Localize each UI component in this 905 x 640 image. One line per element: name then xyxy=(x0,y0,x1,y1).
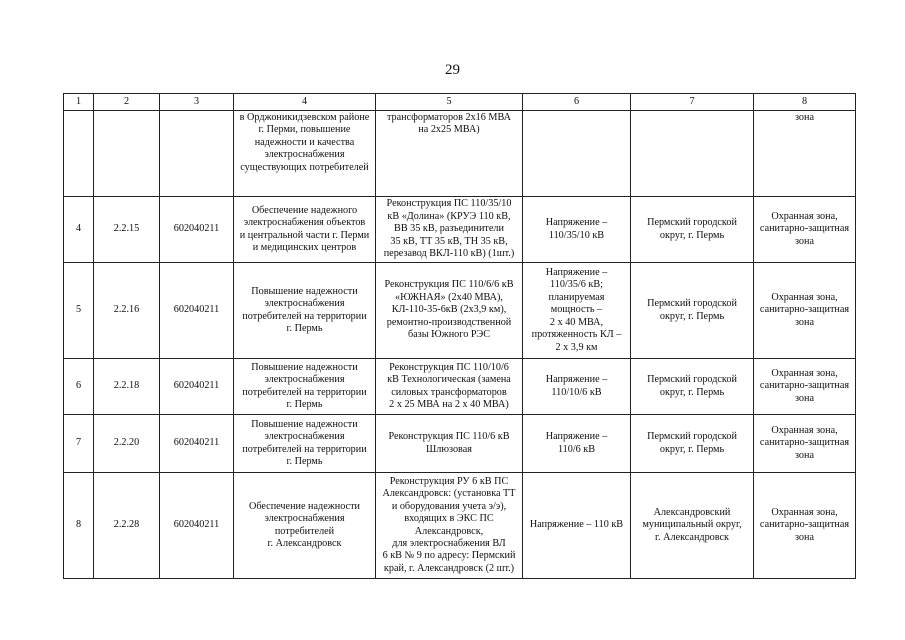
col-header-1: 1 xyxy=(64,94,94,111)
cell-parameters: Напряжение – 110 кВ xyxy=(523,473,631,579)
cell-zone: Охранная зона, санитарно-защитная зона xyxy=(754,415,856,473)
cell-zone: Охранная зона, санитарно-защитная зона xyxy=(754,473,856,579)
cell-purpose: Повышение надежности электроснабжения потребителей на территории г. Пермь xyxy=(234,415,376,473)
cell-empty xyxy=(64,111,94,197)
cell-purpose: Повышение надежности электроснабжения потребителей на территории г. Пермь xyxy=(234,263,376,359)
col-header-3: 3 xyxy=(160,94,234,111)
cell-code: 2.2.20 xyxy=(94,415,160,473)
cell-num: 8 xyxy=(64,473,94,579)
cell-id: 602040211 xyxy=(160,359,234,415)
cell-parameters: Напряжение – 110/6 кВ xyxy=(523,415,631,473)
cell-purpose: Повышение надежности электроснабжения потребителей на территории г. Пермь xyxy=(234,359,376,415)
cell-location: Пермский городской округ, г. Пермь xyxy=(631,197,754,263)
col-header-4: 4 xyxy=(234,94,376,111)
data-table xyxy=(63,93,856,579)
cell-purpose: Обеспечение надежного электроснабжения объектов и центральной части г. Перми и медицинских центров xyxy=(234,197,376,263)
cell-num: 6 xyxy=(64,359,94,415)
cell-code: 2.2.18 xyxy=(94,359,160,415)
table-row xyxy=(64,359,856,415)
cell-description: Реконструкция ПС 110/35/10 кВ «Долина» (КРУЭ 110 кВ, ВВ 35 кВ, разъединители 35 кВ, ТТ 35 кВ, ТН 35 кВ, перезавод ВКЛ-110 кВ) (1шт.) xyxy=(376,197,523,263)
cell-empty xyxy=(94,111,160,197)
cell-zone: Охранная зона, санитарно-защитная зона xyxy=(754,263,856,359)
cell-empty xyxy=(631,111,754,197)
cell-description: Реконструкция РУ 6 кВ ПС Александровск: (установка ТТ и оборудования учета э/э), входящих в ЭКС ПС Александровск, для электроснабжения ВЛ 6 кВ № 9 по адресу: Пермский край, г. Александровск (2 шт.) xyxy=(376,473,523,579)
cell-description: Реконструкция ПС 110/6 кВ Шлюзовая xyxy=(376,415,523,473)
col-header-8: 8 xyxy=(754,94,856,111)
cell-num: 7 xyxy=(64,415,94,473)
cell-parameters: Напряжение – 110/35/6 кВ; планируемая мощность – 2 х 40 МВА, протяженность КЛ – 2 х 3,9 км xyxy=(523,263,631,359)
col-header-7: 7 xyxy=(631,94,754,111)
cell-code: 2.2.16 xyxy=(94,263,160,359)
cell-parameters: Напряжение – 110/35/10 кВ xyxy=(523,197,631,263)
col-header-6: 6 xyxy=(523,94,631,111)
cell-id: 602040211 xyxy=(160,415,234,473)
cell-id: 602040211 xyxy=(160,263,234,359)
cell-zone: зона xyxy=(754,111,856,197)
cell-location: Пермский городской округ, г. Пермь xyxy=(631,415,754,473)
cell-location: Александровский муниципальный округ, г. Александровск xyxy=(631,473,754,579)
table-row xyxy=(64,473,856,579)
table-row xyxy=(64,415,856,473)
table-row xyxy=(64,263,856,359)
table-row xyxy=(64,197,856,263)
table-row-continuation xyxy=(64,111,856,197)
cell-purpose: в Орджоникидзевском районе г. Перми, повышение надежности и качества электроснабжения существующих потребителей xyxy=(234,111,376,197)
col-header-5: 5 xyxy=(376,94,523,111)
header-row xyxy=(64,94,856,111)
cell-purpose: Обеспечение надежности электроснабжения потребителей г. Александровск xyxy=(234,473,376,579)
cell-description: Реконструкция ПС 110/10/6 кВ Технологическая (замена силовых трансформаторов 2 х 25 МВА на 2 х 40 МВА) xyxy=(376,359,523,415)
page-number: 29 xyxy=(445,62,460,78)
cell-code: 2.2.28 xyxy=(94,473,160,579)
cell-location: Пермский городской округ, г. Пермь xyxy=(631,263,754,359)
cell-parameters: Напряжение – 110/10/6 кВ xyxy=(523,359,631,415)
cell-empty xyxy=(160,111,234,197)
cell-description: Реконструкция ПС 110/6/6 кВ «ЮЖНАЯ» (2х40 МВА), КЛ-110-35-6кВ (2х3,9 км), ремонтно-производственной базы Южного РЭС xyxy=(376,263,523,359)
cell-zone: Охранная зона, санитарно-защитная зона xyxy=(754,359,856,415)
cell-id: 602040211 xyxy=(160,473,234,579)
cell-code: 2.2.15 xyxy=(94,197,160,263)
cell-description: трансформаторов 2х16 МВА на 2х25 МВА) xyxy=(376,111,523,197)
cell-empty xyxy=(523,111,631,197)
cell-zone: Охранная зона, санитарно-защитная зона xyxy=(754,197,856,263)
cell-location: Пермский городской округ, г. Пермь xyxy=(631,359,754,415)
cell-id: 602040211 xyxy=(160,197,234,263)
cell-num: 4 xyxy=(64,197,94,263)
col-header-2: 2 xyxy=(94,94,160,111)
cell-num: 5 xyxy=(64,263,94,359)
